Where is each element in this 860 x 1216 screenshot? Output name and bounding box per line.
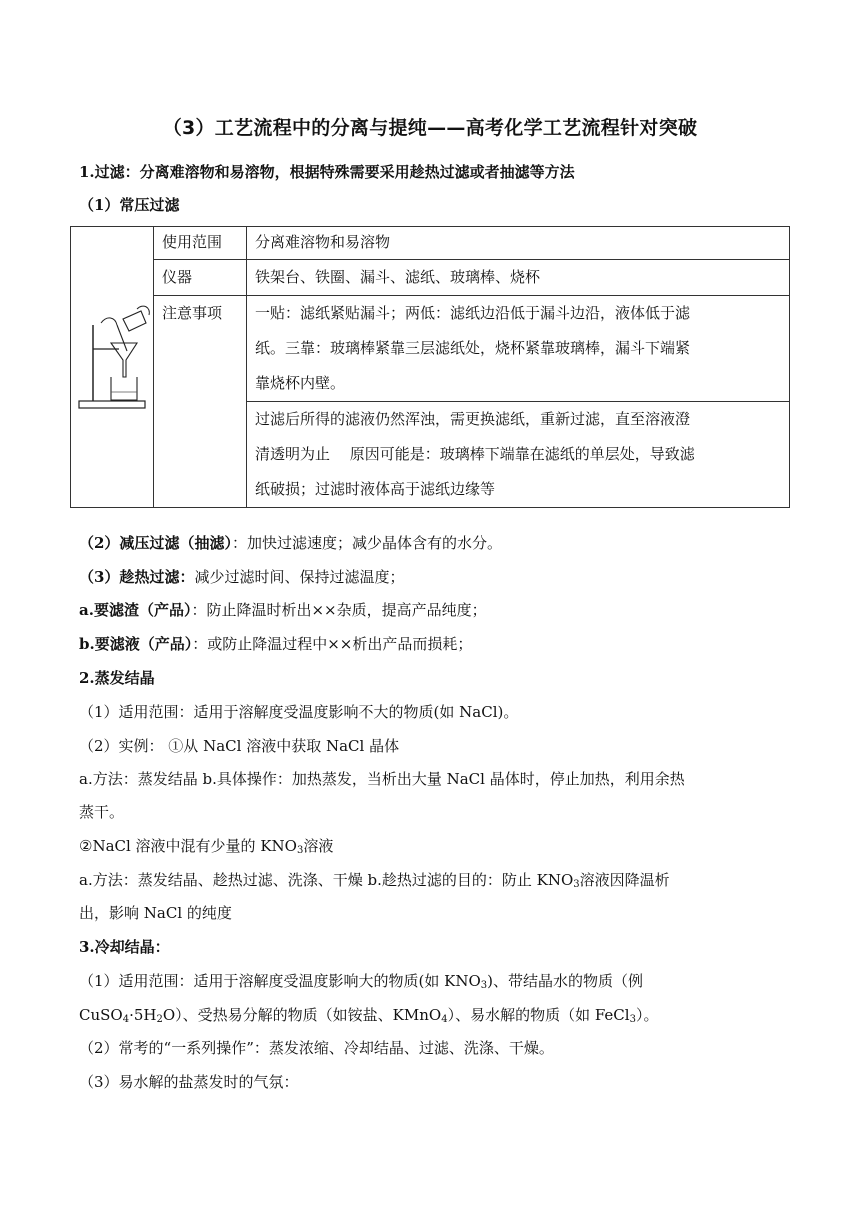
section-1-heading: 1.过滤：分离难溶物和易溶物，根据特殊需要采用趁热过滤或者抽滤等方法 xyxy=(79,163,575,181)
evap-example-2: ②NaCl 溶液中混有少量的 $KNO_3$溶液 xyxy=(79,837,334,856)
hot-filtration-filtrate: b.要滤液（产品）：或防止降温过程中××析出产品而损耗； xyxy=(79,635,473,653)
evap-method-1: a.方法：蒸发结晶 b.具体操作：加热蒸发，当析出大量 NaCl 晶体时，停止加热，利用余热 xyxy=(79,770,685,788)
evap-example-1: （2）实例： ①从 NaCl 溶液中获取 NaCl 晶体 xyxy=(79,737,400,755)
filtration-table xyxy=(70,226,790,508)
filtration-apparatus-illustration xyxy=(71,227,154,508)
section-3-heading: 3.冷却结晶： xyxy=(79,938,170,956)
cooling-scope: （1）适用范围：适用于溶解度受温度影响大的物质(如 $KNO_3$)、带结晶水的物质（例 xyxy=(79,972,644,991)
evap-scope: （1）适用范围：适用于溶解度受温度影响不大的物质(如 NaCl)。 xyxy=(79,703,519,721)
hot-filtration-residue: a.要滤渣（产品）：防止降温时析出××杂质，提高产品纯度； xyxy=(79,601,487,619)
scope-value: 分离难溶物和易溶物 xyxy=(247,227,790,260)
filtration-apparatus-icon xyxy=(71,227,153,499)
scope-label: 使用范围 xyxy=(154,227,247,260)
notes-cell-1: 一贴：滤纸紧贴漏斗；两低：滤纸边沿低于漏斗边沿，液体低于滤 纸。三靠：玻璃棒紧靠三层滤纸处，烧杯紧靠玻璃棒，漏斗下端紧 靠烧杯内壁。 xyxy=(247,296,790,402)
instrument-value: 铁架台、铁圈、漏斗、滤纸、玻璃棒、烧杯 xyxy=(247,260,790,296)
cooling-scope-cont: $CuSO_4\cdot 5H_2O$）、受热易分解的物质（如铵盐、KMnO$_4$）、易水解的物质（如 FeCl$_3$）。 xyxy=(79,1006,659,1025)
cooling-operations: （2）常考的“一系列操作”：蒸发浓缩、冷却结晶、过滤、洗涤、干燥。 xyxy=(79,1039,554,1057)
page-title: （3）工艺流程中的分离与提纯——高考化学工艺流程针对突破 xyxy=(162,117,698,139)
evap-method-2: a.方法：蒸发结晶、趁热过滤、洗涤、干燥 b.趁热过滤的目的：防止 $KNO_3$溶液因降温析 xyxy=(79,871,670,890)
subheading-normal-filtration: （1）常压过滤 xyxy=(79,196,180,214)
evap-method-2-cont: 出，影响 NaCl 的纯度 xyxy=(79,904,232,922)
notes-label: 注意事项 xyxy=(154,296,247,508)
hydrolysis-atmosphere: （3）易水解的盐蒸发时的气氛： xyxy=(79,1073,299,1091)
section-2-heading: 2.蒸发结晶 xyxy=(79,669,155,687)
hot-filtration: （3）趁热过滤：减少过滤时间、保持过滤温度； xyxy=(79,568,405,586)
notes-cell-2: 过滤后所得的滤液仍然浑浊，需更换滤纸，重新过滤，直至溶液澄 清透明为止 原因可能是：玻璃棒下端靠在滤纸的单层处，导致滤 纸破损；过滤时液体高于滤纸边缘等 xyxy=(247,402,790,508)
instrument-label: 仪器 xyxy=(154,260,247,296)
evap-method-1-cont: 蒸干。 xyxy=(79,803,125,821)
reduced-pressure-filtration: （2）减压过滤（抽滤）：加快过滤速度；减少晶体含有的水分。 xyxy=(79,534,502,552)
